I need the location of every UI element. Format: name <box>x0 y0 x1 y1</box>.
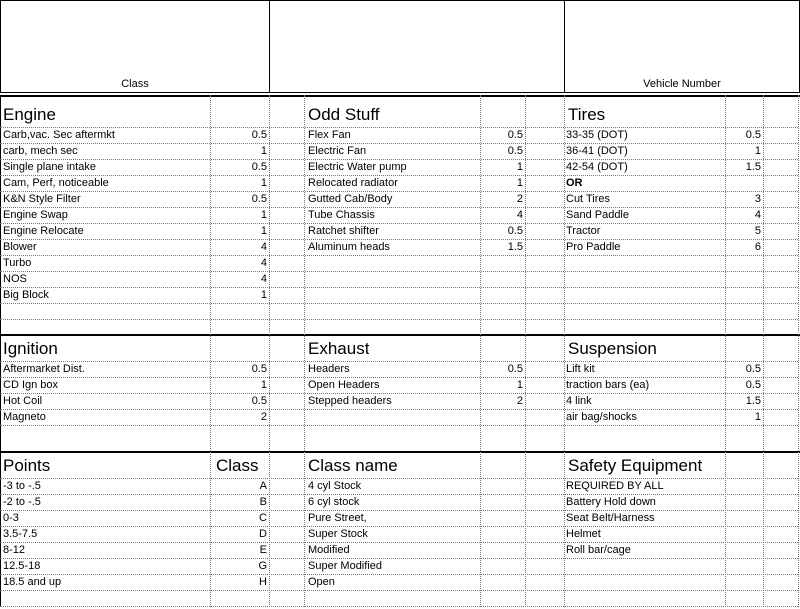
safety-item-label: REQUIRED BY ALL <box>566 480 664 492</box>
ignition-item-label: Magneto <box>3 411 46 423</box>
engine-item-value: 4 <box>260 273 267 285</box>
points-class-title: Class <box>216 456 259 475</box>
odd-stuff-item-value: 4 <box>516 209 523 221</box>
band-top <box>0 95 800 97</box>
safety-item-label: Battery Hold down <box>566 496 656 508</box>
suspension-item-value: 1.5 <box>745 395 761 407</box>
engine-item-label: Blower <box>3 241 37 253</box>
engine-item-label: Big Block <box>3 289 49 301</box>
ignition-item-value: 0.5 <box>251 395 267 407</box>
points-item-label: -3 to -.5 <box>3 480 41 492</box>
tires-item-label: 33-35 (DOT) <box>566 129 628 141</box>
suspension-item-label: 4 link <box>566 395 592 407</box>
tires-item-value: 4 <box>754 209 761 221</box>
odd-stuff-item-value: 0.5 <box>507 145 523 157</box>
engine-item-label: NOS <box>3 273 27 285</box>
tires-item-label: Sand Paddle <box>566 209 629 221</box>
points-item-value: G <box>258 560 267 572</box>
engine-item-label: Turbo <box>3 257 32 269</box>
odd-stuff-item-value: 1 <box>516 161 523 173</box>
tires-title: Tires <box>568 105 606 124</box>
odd-stuff-item-value: 0.5 <box>507 225 523 237</box>
odd-stuff-item-value: 1 <box>516 177 523 189</box>
tires-item-label: Pro Paddle <box>566 241 621 253</box>
class-name-item-label: Super Stock <box>308 528 368 540</box>
suspension-item-label: Lift kit <box>566 363 595 375</box>
engine-item-label: Carb,vac. Sec aftermkt <box>3 129 115 141</box>
engine-item-label: Single plane intake <box>3 161 96 173</box>
safety-title: Safety Equipment <box>568 456 703 475</box>
class-box[interactable] <box>0 0 270 93</box>
engine-item-label: Cam, Perf, noticeable <box>3 177 109 189</box>
ignition-item-label: Aftermarket Dist. <box>3 363 85 375</box>
suspension-item-value: 0.5 <box>745 379 761 391</box>
exhaust-title: Exhaust <box>308 339 370 358</box>
blank-header-box[interactable] <box>269 0 565 93</box>
ignition-item-value: 2 <box>260 411 267 423</box>
engine-item-value: 0.5 <box>251 193 267 205</box>
exhaust-item-value: 0.5 <box>507 363 523 375</box>
tires-item-value: 3 <box>754 193 761 205</box>
safety-item-label: Helmet <box>566 528 601 540</box>
odd-stuff-item-value: 1.5 <box>507 241 523 253</box>
ignition-item-label: CD Ign box <box>3 379 59 391</box>
odd-stuff-item-label: Electric Water pump <box>308 161 407 173</box>
odd-stuff-item-label: Tube Chassis <box>308 209 375 221</box>
points-item-value: B <box>259 496 267 508</box>
points-item-value: A <box>259 480 267 492</box>
engine-item-label: carb, mech sec <box>3 145 78 157</box>
exhaust-item-label: Open Headers <box>308 379 380 391</box>
ignition-item-value: 0.5 <box>251 363 267 375</box>
band-bottom <box>0 451 800 453</box>
engine-item-value: 1 <box>260 145 267 157</box>
tires-item-label: Tractor <box>566 225 601 237</box>
tires-item-value: 1.5 <box>745 161 761 173</box>
points-item-value: H <box>259 576 267 588</box>
class-name-item-label: Super Modified <box>308 560 382 572</box>
engine-title: Engine <box>3 105 56 124</box>
engine-item-value: 1 <box>260 177 267 189</box>
class-name-item-label: 4 cyl Stock <box>308 480 362 492</box>
exhaust-item-value: 1 <box>516 379 523 391</box>
class-label: Class <box>121 78 149 90</box>
suspension-title: Suspension <box>568 339 657 358</box>
points-item-label: 8-12 <box>3 544 26 556</box>
grid-row-line <box>0 319 798 320</box>
engine-item-value: 4 <box>260 241 267 253</box>
odd-stuff-item-label: Ratchet shifter <box>308 225 379 237</box>
grid-row-line <box>0 606 798 607</box>
odd-stuff-item-label: Flex Fan <box>308 129 351 141</box>
ignition-item-value: 1 <box>260 379 267 391</box>
tires-item-label: 36-41 (DOT) <box>566 145 628 157</box>
class-name-item-label: Modified <box>308 544 350 556</box>
odd-stuff-item-value: 2 <box>516 193 523 205</box>
odd-stuff-item-label: Aluminum heads <box>308 241 390 253</box>
tires-item-value: 0.5 <box>745 129 761 141</box>
vehicle-number-box[interactable] <box>564 0 800 93</box>
odd-stuff-item-label: Electric Fan <box>308 145 367 157</box>
engine-item-value: 0.5 <box>251 161 267 173</box>
points-title: Points <box>3 456 51 475</box>
exhaust-item-value: 2 <box>516 395 523 407</box>
points-item-value: D <box>259 528 267 540</box>
safety-item-label: Seat Belt/Harness <box>566 512 655 524</box>
grid-row-line <box>0 303 798 304</box>
odd-stuff-item-label: Gutted Cab/Body <box>308 193 393 205</box>
exhaust-item-label: Headers <box>308 363 350 375</box>
tires-item-value: 5 <box>754 225 761 237</box>
odd-stuff-item-value: 0.5 <box>507 129 523 141</box>
engine-item-value: 0.5 <box>251 129 267 141</box>
odd-stuff-item-label: Relocated radiator <box>308 177 398 189</box>
engine-item-value: 1 <box>260 289 267 301</box>
class-name-item-label: 6 cyl stock <box>308 496 360 508</box>
suspension-item-label: air bag/shocks <box>566 411 637 423</box>
grid-row-line <box>0 425 798 426</box>
tires-item-value: 1 <box>754 145 761 157</box>
suspension-item-label: traction bars (ea) <box>566 379 650 391</box>
points-item-label: 12.5-18 <box>3 560 41 572</box>
class-name-title: Class name <box>308 456 398 475</box>
ignition-item-label: Hot Coil <box>3 395 43 407</box>
tires-item-value: 6 <box>754 241 761 253</box>
vehicle-number-label: Vehicle Number <box>643 78 721 90</box>
class-name-item-label: Pure Street, <box>308 512 367 524</box>
engine-item-label: K&N Style Filter <box>3 193 81 205</box>
grid-row-line <box>0 590 798 591</box>
suspension-item-value: 0.5 <box>745 363 761 375</box>
engine-item-value: 4 <box>260 257 267 269</box>
points-item-label: 0-3 <box>3 512 19 524</box>
engine-item-label: Engine Swap <box>3 209 68 221</box>
odd-stuff-title: Odd Stuff <box>308 105 380 124</box>
tires-item-label: 42-54 (DOT) <box>566 161 628 173</box>
points-item-value: C <box>259 512 267 524</box>
band-middle <box>0 334 800 336</box>
tires-item-label: OR <box>566 177 583 189</box>
engine-item-value: 1 <box>260 225 267 237</box>
points-item-label: 18.5 and up <box>3 576 62 588</box>
safety-item-label: Roll bar/cage <box>566 544 631 556</box>
engine-item-value: 1 <box>260 209 267 221</box>
class-name-item-label: Open <box>308 576 335 588</box>
tires-item-label: Cut Tires <box>566 193 611 205</box>
points-item-label: -2 to -.5 <box>3 496 41 508</box>
suspension-item-value: 1 <box>754 411 761 423</box>
points-item-value: E <box>259 544 267 556</box>
engine-item-label: Engine Relocate <box>3 225 84 237</box>
points-item-label: 3.5-7.5 <box>3 528 38 540</box>
exhaust-item-label: Stepped headers <box>308 395 392 407</box>
ignition-title: Ignition <box>3 339 58 358</box>
tires-item-value <box>726 176 761 191</box>
